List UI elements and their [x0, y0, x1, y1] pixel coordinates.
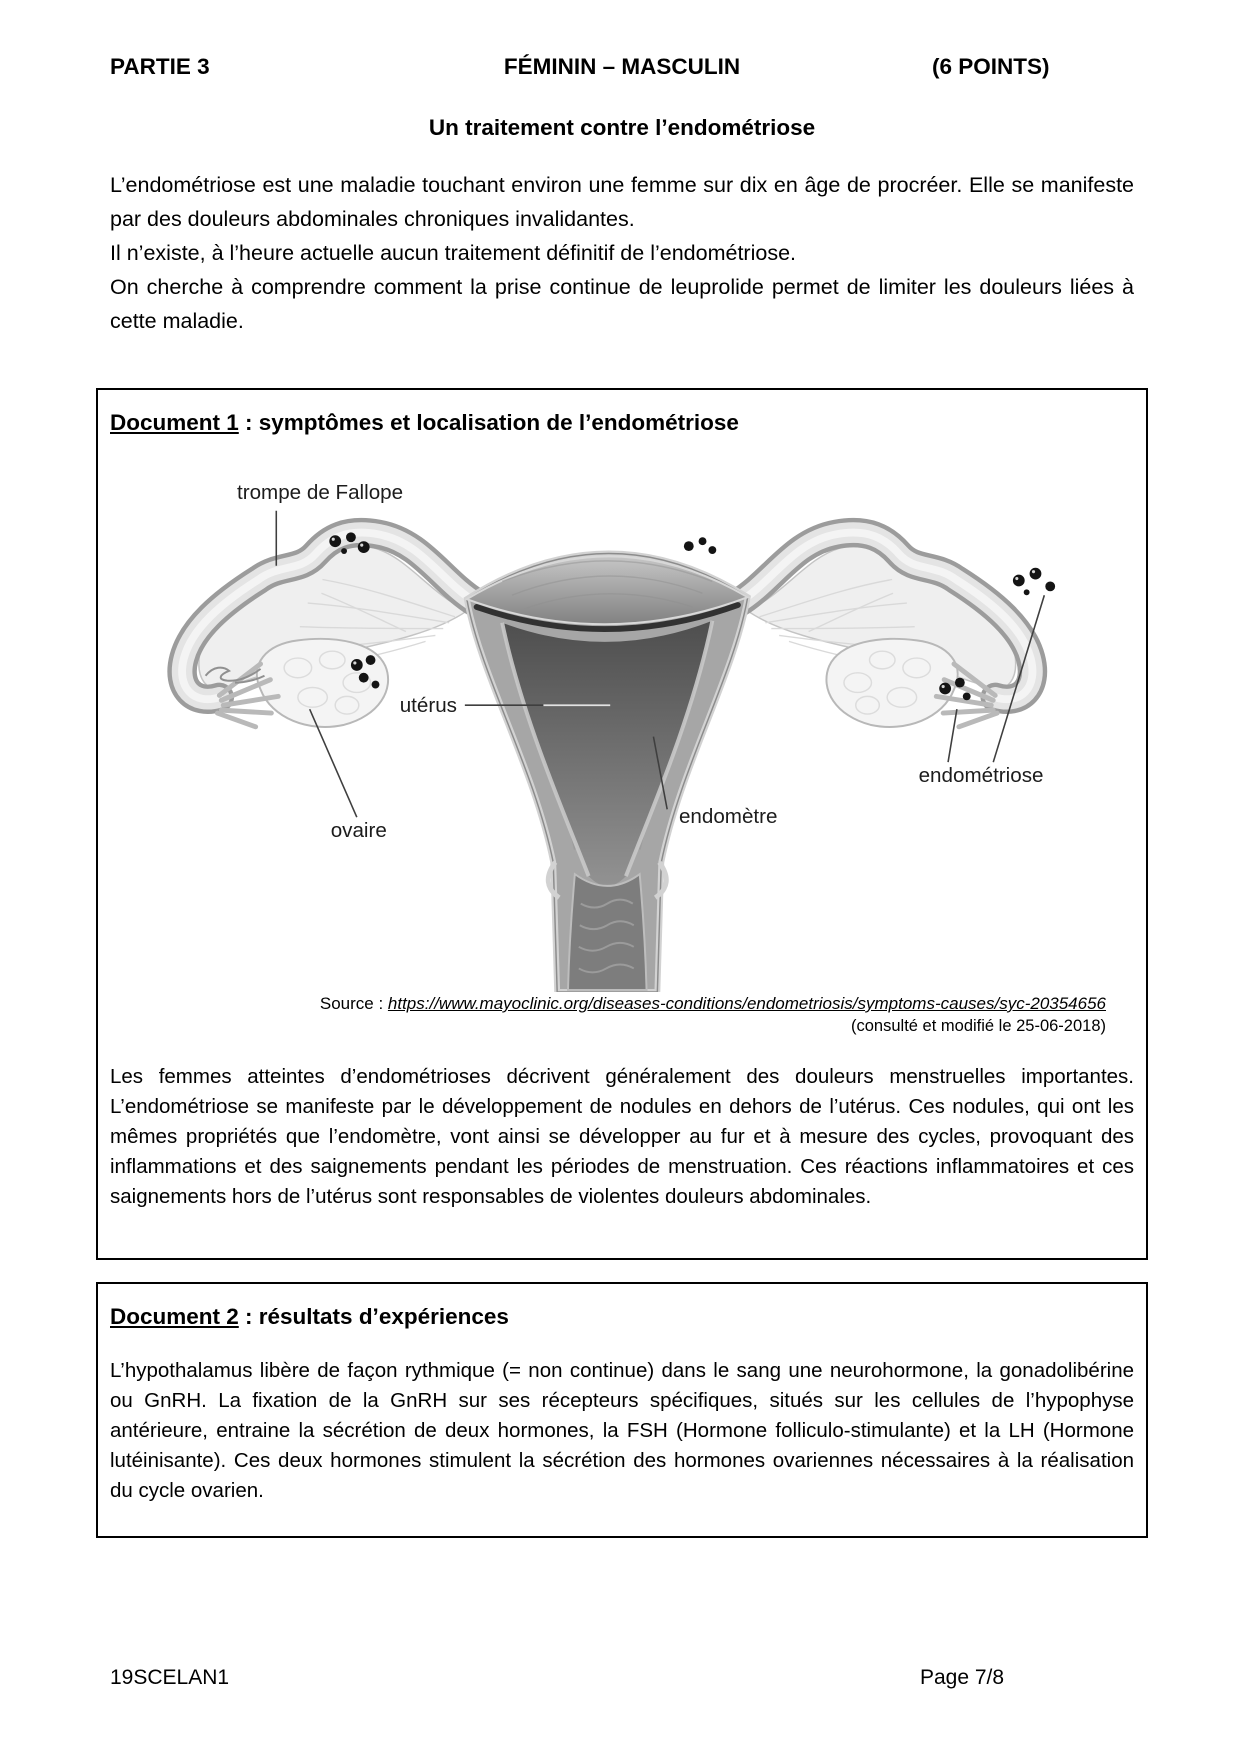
intro-paragraph: On cherche à comprendre comment la prise continue de leuprolide permet de limiter les douleurs liées à cette maladie. — [110, 275, 1134, 333]
document1-heading — [110, 410, 1134, 436]
document2-body: L’hypothalamus libère de façon rythmique (= non continue) dans le sang une neurohormone, la gonadolibérine ou GnRH. La fixation de la GnRH sur ses récepteurs spécifiques, situés sur les cellules de l’hypophyse antérieure, entraine la sécrétion de deux hormones, la FSH (Hormone folliculo-stimulante) et la LH (Hormone lutéinisante). Ces deux hormones stimulent la sécrétion des hormones ovariennes nécessaires à la réalisation du cycle ovarien. — [110, 1359, 1134, 1502]
figure-label-endometriosis: endométriose — [918, 763, 1044, 787]
uterus-shape — [467, 553, 748, 992]
source-link[interactable]: https://www.mayoclinic.org/diseases-conditions/endometriosis/symptoms-causes/syc-20354656 — [387, 994, 1106, 1013]
document1-box — [96, 388, 1148, 1260]
source-note: (consulté et modifié le 25-06-2018) — [851, 1017, 1106, 1035]
figure-label-endometrium: endomètre — [678, 805, 778, 829]
uterus-diagram — [111, 442, 1133, 992]
document1-heading-rest: : symptômes et localisation de l’endométriose — [238, 410, 739, 435]
figure-label-ovary: ovaire — [330, 818, 387, 842]
footer-page-number: Page 7/8 — [920, 1666, 1005, 1689]
anatomy-figure — [110, 442, 1134, 992]
figure-source — [110, 994, 1134, 1036]
document2-heading — [110, 1304, 1134, 1330]
intro-paragraph: Il n’existe, à l’heure actuelle aucun traitement définitif de l’endométriose. — [110, 241, 796, 265]
intro-paragraph: L’endométriose est une maladie touchant environ une femme sur dix en âge de procréer. Elle se manifeste par des douleurs abdominales chroniques invalidantes. — [110, 173, 1134, 231]
document2-box — [96, 1282, 1148, 1538]
figure-label-uterus: utérus — [399, 694, 457, 718]
page-title: Un traitement contre l’endométriose — [428, 115, 816, 140]
footer-exam-code: 19SCELAN1 — [110, 1666, 230, 1689]
document1-body: Les femmes atteintes d’endométrioses décrivent généralement des douleurs menstruelles importantes. L’endométriose se manifeste par le développement de nodules en dehors de l’utérus. Ces nodules, qui ont les mêmes propriétés que l’endomètre, vont ainsi se développer au fur et à mesure des cycles, provoquant des inflammations et des saignements pendant les périodes de menstruation. Ces réactions inflammatoires et ces saignements hors de l’utérus sont responsables de violentes douleurs abdominales. — [110, 1065, 1134, 1208]
page-header — [110, 0, 1134, 84]
figure-label-fallopian-tube: trompe de Fallope — [237, 480, 404, 504]
fallopian-tube-ovary-right — [738, 533, 1033, 727]
document1-heading-label: Document 1 — [110, 410, 239, 435]
intro-text — [110, 168, 1134, 338]
header-part-label: PARTIE 3 — [110, 54, 210, 79]
header-subject-title: FÉMININ – MASCULIN — [503, 54, 741, 79]
source-prefix: Source : — [319, 994, 388, 1013]
header-points: (6 POINTS) — [932, 54, 1050, 79]
document2-heading-rest: : résultats d’expériences — [238, 1304, 509, 1329]
document2-heading-label: Document 2 — [110, 1304, 239, 1329]
ovary-shape — [257, 639, 388, 727]
